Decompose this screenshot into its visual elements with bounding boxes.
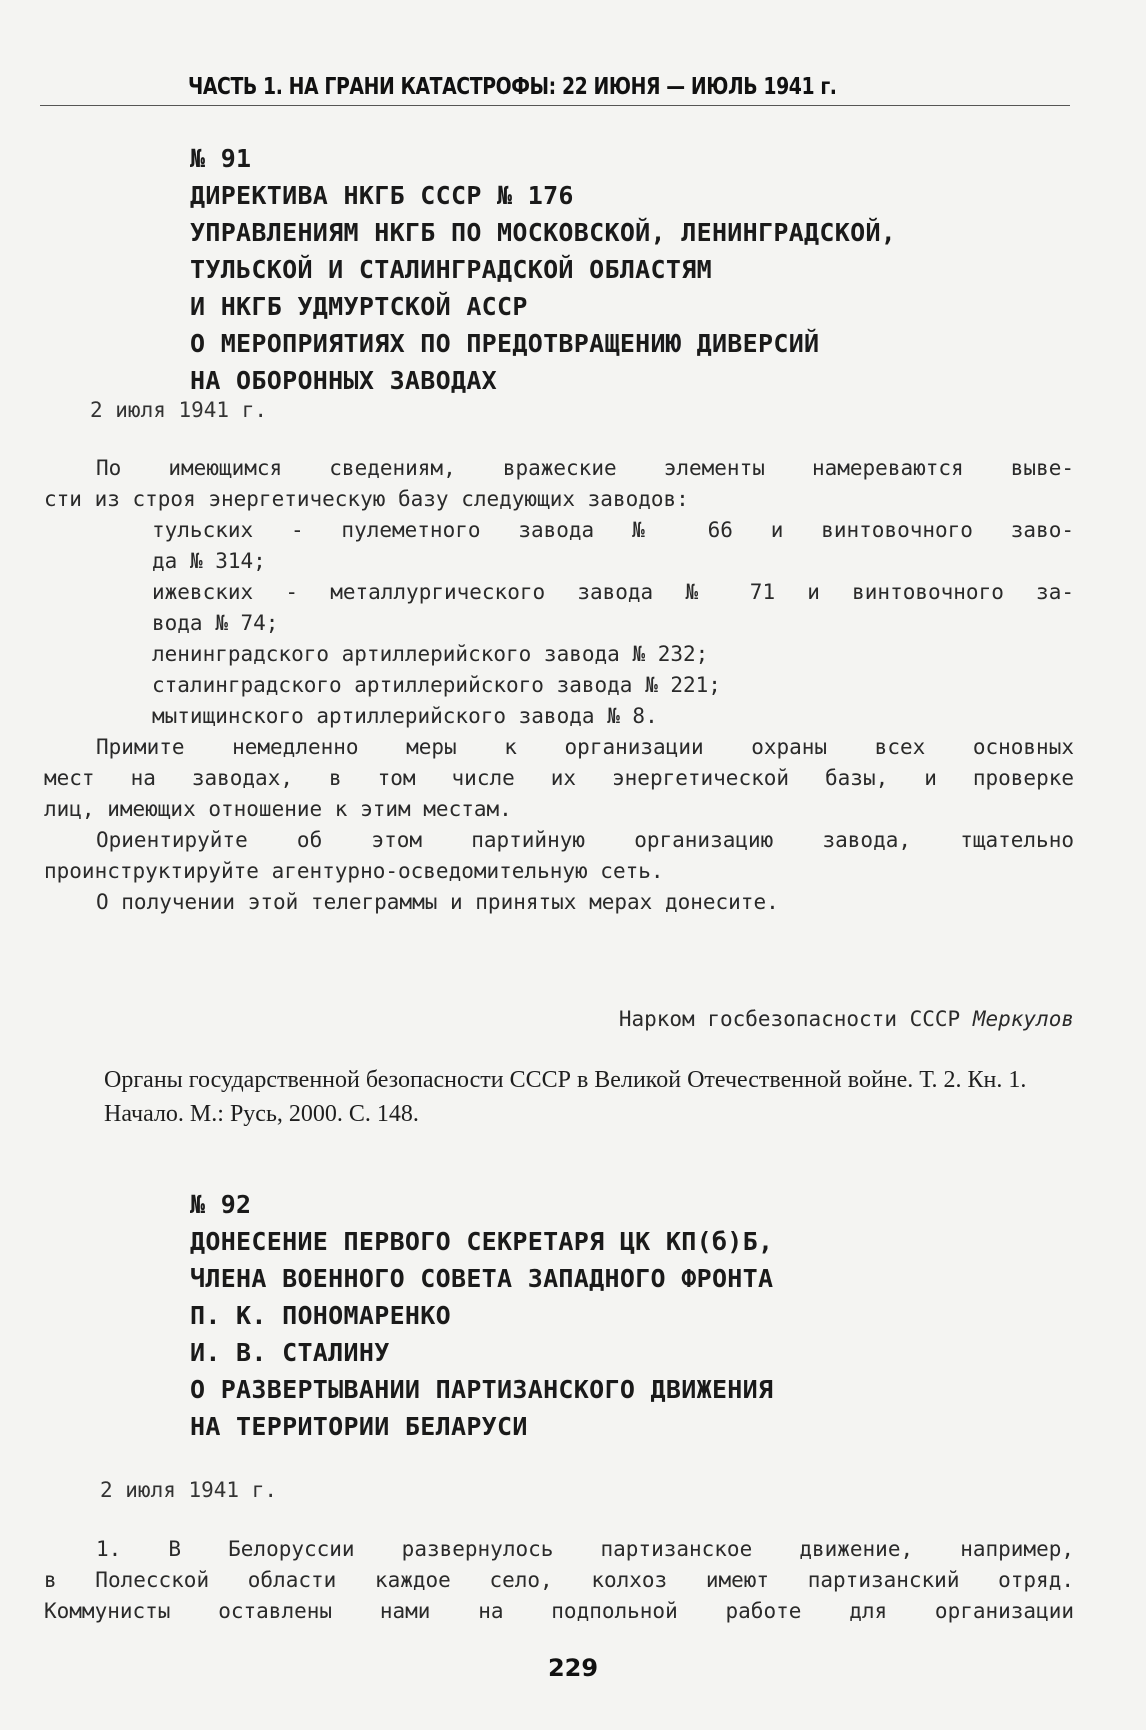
doc92-heading [190, 1186, 1070, 1445]
body-line: да № 314; [152, 549, 266, 573]
signature-name: Меркулов [972, 1007, 1074, 1031]
doc91-heading-line: ТУЛЬСКОЙ И СТАЛИНГРАДСКОЙ ОБЛАСТЯМ [190, 255, 712, 284]
body-line: ленинградского артиллерийского завода № 232; [152, 642, 709, 666]
signature-title: Нарком госбезопасности СССР [618, 1007, 961, 1031]
doc92-body [44, 1534, 1074, 1627]
doc91-heading-line: НА ОБОРОННЫХ ЗАВОДАХ [190, 366, 498, 395]
doc92-heading-line: НА ТЕРРИТОРИИ БЕЛАРУСИ [190, 1412, 528, 1441]
doc91-heading-line: И НКГБ УДМУРТСКОЙ АССР [190, 292, 528, 321]
doc92-heading-line: ЧЛЕНА ВОЕННОГО СОВЕТА ЗАПАДНОГО ФРОНТА [190, 1264, 774, 1293]
doc92-heading-line: И. В. СТАЛИНУ [190, 1338, 390, 1367]
doc91-heading-line: УПРАВЛЕНИЯМ НКГБ ПО МОСКОВСКОЙ, ЛЕНИНГРАДСКОЙ, [190, 218, 897, 247]
doc91-heading-line: ДИРЕКТИВА НКГБ СССР № 176 [190, 181, 574, 210]
doc91-source: Органы государственной безопасности СССР в Великой Отечественной войне. Т. 2. Кн. 1. Начало. М.: Русь, 2000. С. 148. [104, 1067, 1027, 1127]
doc91-number: № 91 [190, 144, 252, 173]
body-line: О получении этой телеграммы и принятых мерах донесите. [96, 890, 779, 914]
body-line: По имеющимся сведениям, вражеские элементы намереваются выве- [96, 456, 1074, 480]
doc92-heading-line: ДОНЕСЕНИЕ ПЕРВОГО СЕКРЕТАРЯ ЦК КП(б)Б, [190, 1227, 774, 1256]
doc92-heading-line: П. К. ПОНОМАРЕНКО [190, 1301, 451, 1330]
body-line: сталинградского артиллерийского завода № 221; [152, 673, 721, 697]
body-line: в Полесской области каждое село, колхоз имеют партизанский отряд. [44, 1568, 1074, 1592]
body-line: Коммунисты оставлены нами на подпольной работе для организации [44, 1599, 1074, 1623]
doc91-heading [190, 140, 1070, 399]
header-rule [40, 105, 1070, 106]
body-line: Примите немедленно меры к организации охраны всех основных [96, 735, 1074, 759]
body-line: проинструктируйте агентурно-осведомительную сеть. [44, 859, 664, 883]
doc92-heading-line: О РАЗВЕРТЫВАНИИ ПАРТИЗАНСКОГО ДВИЖЕНИЯ [190, 1375, 774, 1404]
page-number: 229 [547, 1654, 599, 1682]
doc91-heading-line: О МЕРОПРИЯТИЯХ ПО ПРЕДОТВРАЩЕНИЮ ДИВЕРСИЙ [190, 329, 820, 358]
body-line: вода № 74; [152, 611, 279, 635]
body-line: сти из строя энергетическую базу следующих заводов: [44, 487, 689, 511]
doc91-signature [619, 1007, 1074, 1031]
doc91-body [44, 453, 1074, 918]
body-line: тульских - пулеметного завода № 66 и винтовочного заво- [152, 518, 1074, 542]
doc92-date: 2 июля 1941 г. [100, 1478, 278, 1502]
doc91-date: 2 июля 1941 г. [90, 398, 268, 422]
body-line: 1. В Белоруссии развернулось партизанское движение, например, [96, 1537, 1074, 1561]
running-head: ЧАСТЬ 1. НА ГРАНИ КАТАСТРОФЫ: 22 ИЮНЯ — ИЮЛЬ 1941 г. [188, 74, 837, 100]
doc92-number: № 92 [190, 1190, 252, 1219]
body-line: Ориентируйте об этом партийную организацию завода, тщательно [96, 828, 1074, 852]
body-line: лиц, имеющих отношение к этим местам. [44, 797, 512, 821]
body-line: ижевских - металлургического завода № 71 и винтовочного за- [152, 580, 1074, 604]
body-line: мест на заводах, в том числе их энергетической базы, и проверке [44, 766, 1074, 790]
body-line: мытищинского артиллерийского завода № 8. [152, 704, 658, 728]
